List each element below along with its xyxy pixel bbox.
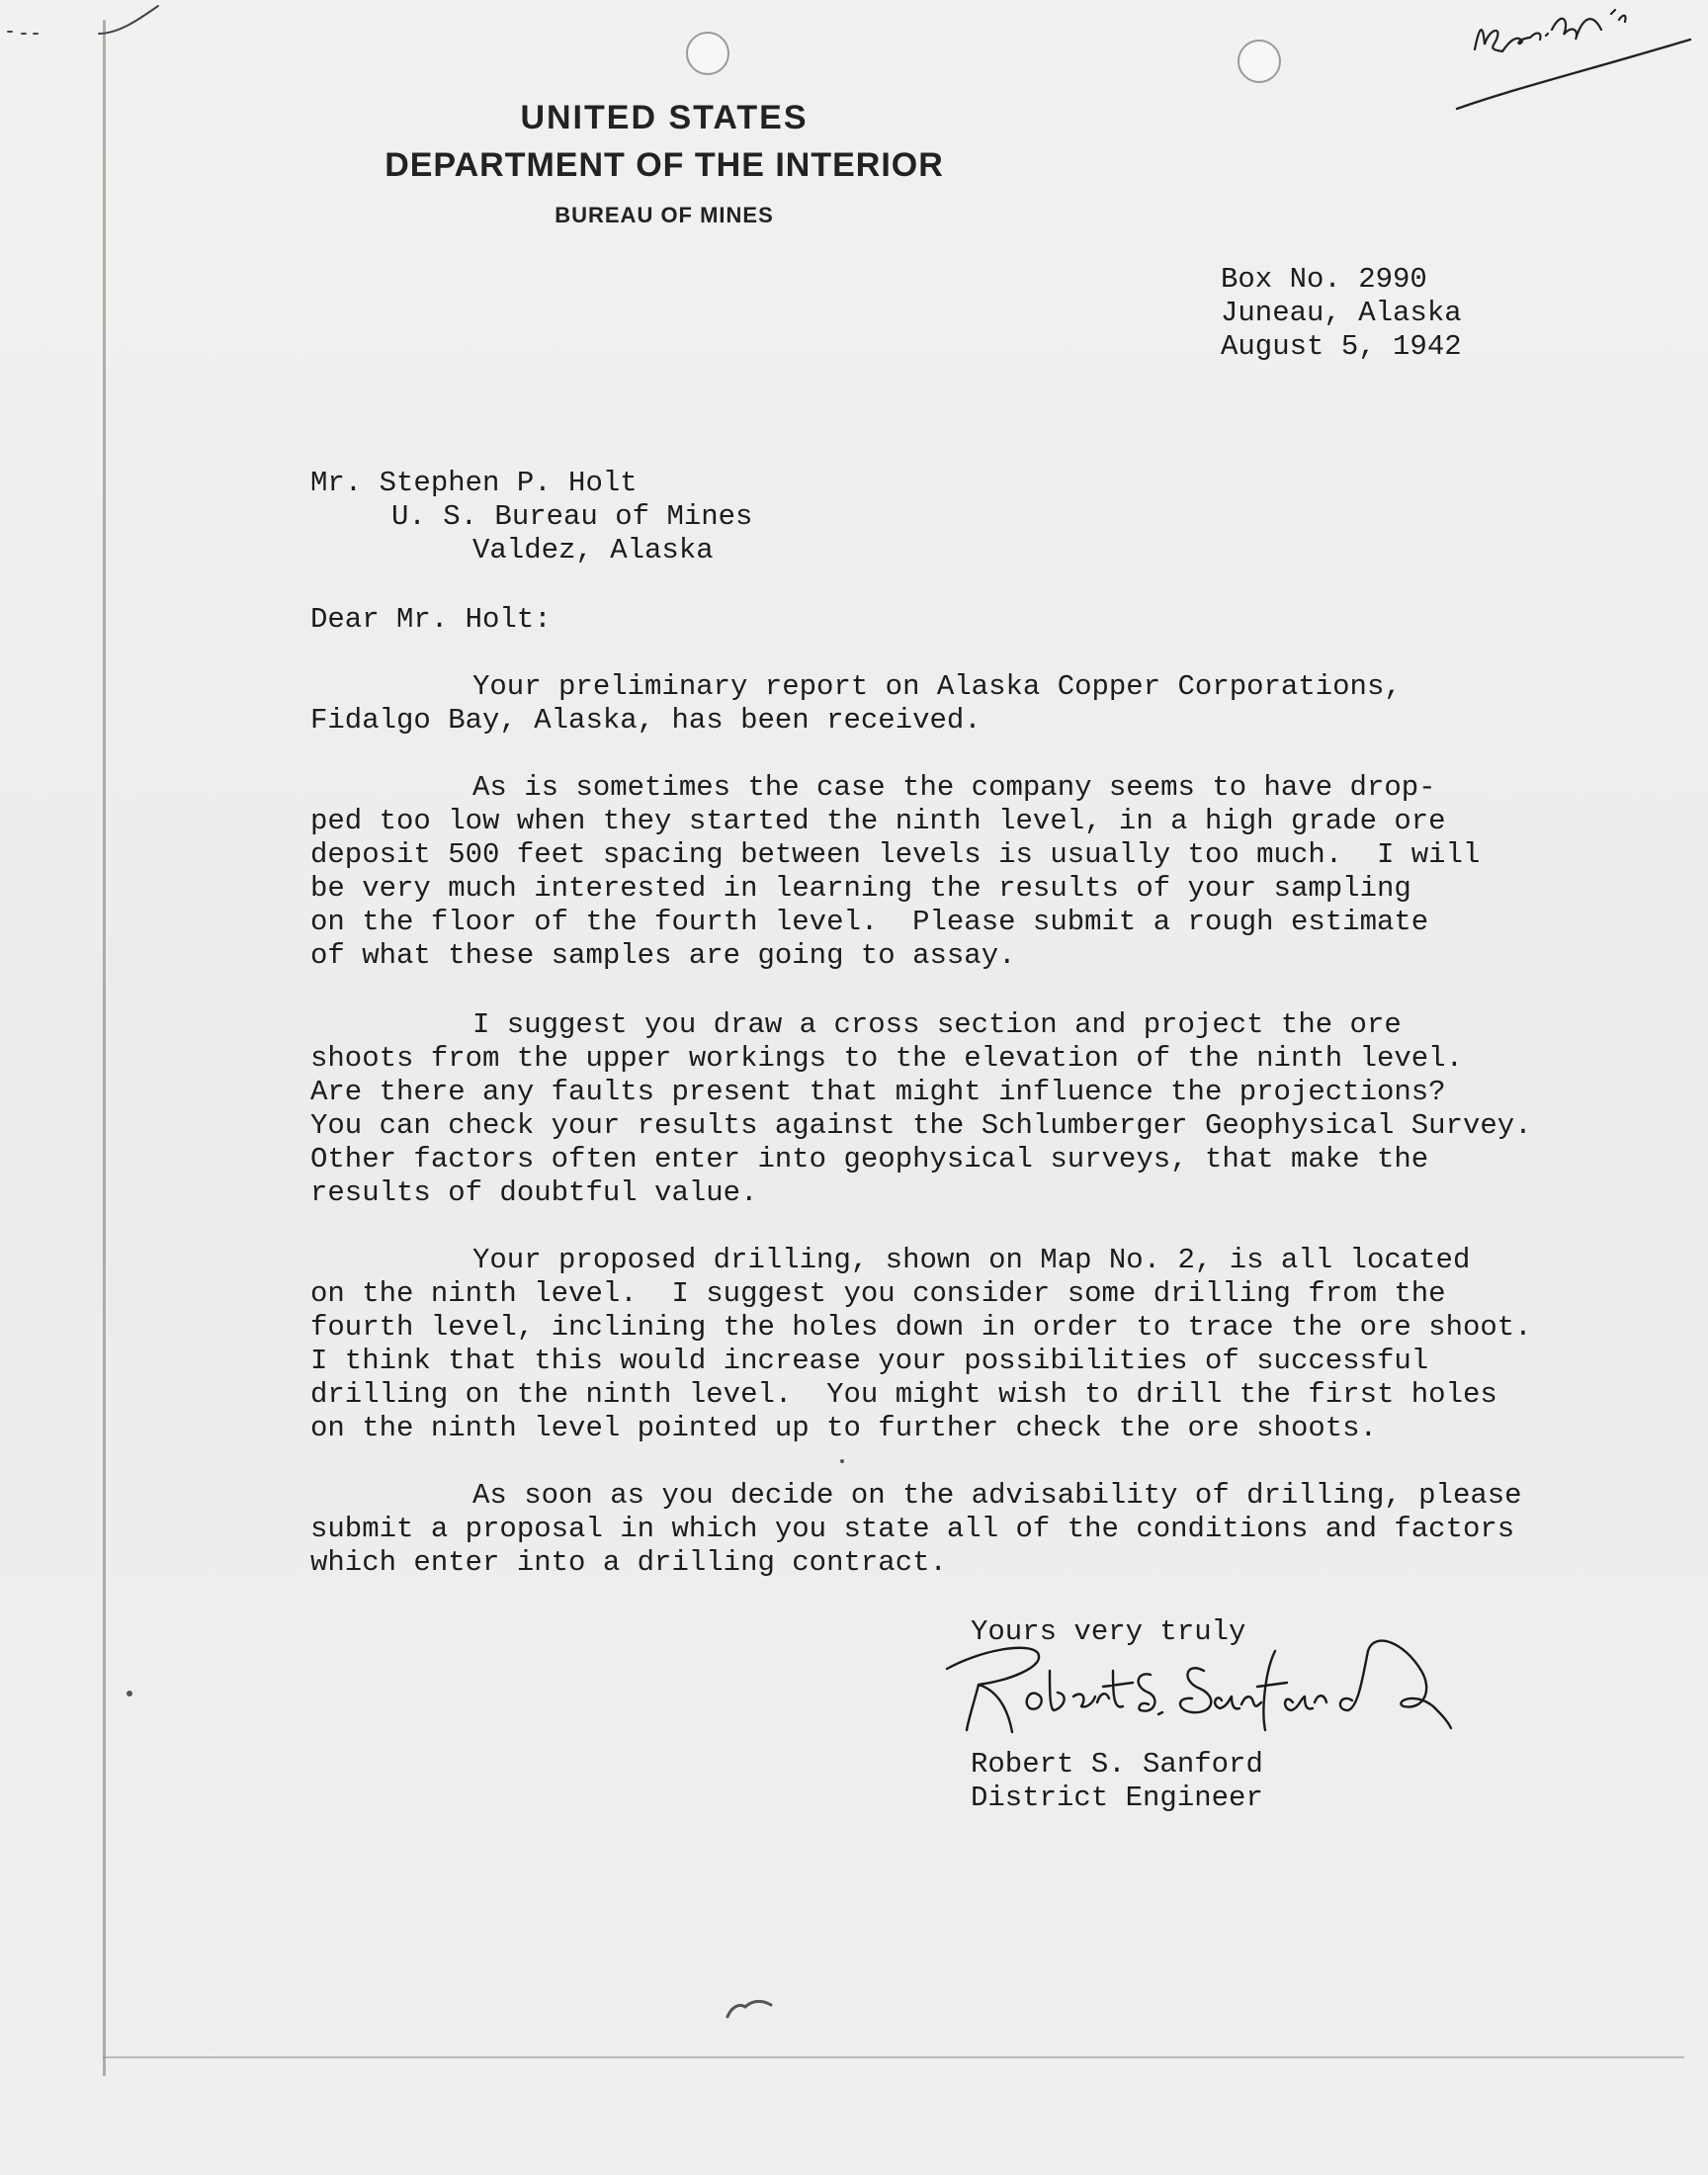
- letter-date: August 5, 1942: [1221, 330, 1462, 363]
- paragraph-line: shoots from the upper workings to the elevation of the ninth level.: [310, 1042, 1463, 1075]
- paragraph-line: be very much interested in learning the results of your sampling: [310, 872, 1411, 905]
- paragraph-line: Other factors often enter into geophysical surveys, that make the: [310, 1143, 1429, 1175]
- body-paragraph-5: [310, 1479, 1522, 1580]
- paragraph-line: on the ninth level pointed up to further check the ore shoots.: [310, 1412, 1377, 1444]
- recipient-org: U. S. Bureau of Mines: [391, 500, 753, 533]
- paragraph-line: As is sometimes the case the company seems to have drop-: [472, 771, 1436, 804]
- paragraph-line: Fidalgo Bay, Alaska, has been received.: [310, 704, 982, 737]
- body-paragraph-2: [310, 771, 1496, 973]
- body-paragraph-1: [310, 670, 1496, 738]
- page-edge-bottom: [103, 2056, 1684, 2058]
- paragraph-line: Are there any faults present that might influence the projections?: [310, 1076, 1446, 1108]
- sender-city: Juneau, Alaska: [1221, 297, 1462, 329]
- paragraph-line: which enter into a drilling contract.: [310, 1546, 947, 1579]
- letterhead-line-3: BUREAU OF MINES: [555, 203, 774, 227]
- paragraph-line: results of doubtful value.: [310, 1176, 758, 1209]
- paragraph-line: drilling on the ninth level. You might wish to drill the first holes: [310, 1378, 1497, 1411]
- paragraph-line: submit a proposal in which you state all of the conditions and factors: [310, 1513, 1515, 1545]
- paragraph-line: of what these samples are going to assay.: [310, 939, 1016, 972]
- paragraph-line: fourth level, inclining the holes down in order to trace the ore shoot.: [310, 1311, 1532, 1344]
- recipient-city: Valdez, Alaska: [472, 534, 714, 566]
- sender-box: Box No. 2990: [1221, 263, 1427, 296]
- paragraph-line: You can check your results against the Schlumberger Geophysical Survey.: [310, 1109, 1532, 1142]
- handwritten-signature: [939, 1611, 1453, 1740]
- paragraph-line: I think that this would increase your possibilities of successful: [310, 1345, 1429, 1377]
- ink-mark: [127, 1691, 132, 1696]
- page-edge-left: [103, 20, 106, 2076]
- recipient-name: Mr. Stephen P. Holt: [310, 467, 638, 499]
- letterhead-line-2: DEPARTMENT OF THE INTERIOR: [384, 146, 944, 184]
- paragraph-line: ped too low when they started the ninth level, in a high grade ore: [310, 805, 1446, 837]
- paragraph-line: Your preliminary report on Alaska Copper Corporations,: [472, 670, 1402, 703]
- corner-mark: [0, 0, 168, 49]
- closing: Yours very truly: [971, 1615, 1246, 1648]
- body-paragraph-4: [310, 1244, 1532, 1445]
- signatory-title: District Engineer: [971, 1782, 1263, 1814]
- letterhead-line-1: UNITED STATES: [520, 99, 809, 136]
- paragraph-line: I suggest you draw a cross section and project the ore: [472, 1008, 1402, 1041]
- signatory-name: Robert S. Sanford: [971, 1748, 1263, 1781]
- punch-hole-right: [1238, 40, 1281, 83]
- paragraph-line: Your proposed drilling, shown on Map No. 2, is all located: [472, 1244, 1471, 1276]
- ink-smudge: [722, 1977, 781, 2027]
- ink-mark: [840, 1459, 844, 1463]
- punch-hole-left: [686, 32, 729, 75]
- paragraph-line: on the ninth level. I suggest you consider some drilling from the: [310, 1277, 1446, 1310]
- body-paragraph-3: [310, 1008, 1532, 1210]
- salutation: Dear Mr. Holt:: [310, 603, 552, 636]
- paragraph-line: on the floor of the fourth level. Please submit a rough estimate: [310, 906, 1429, 938]
- paragraph-line: As soon as you decide on the advisability of drilling, please: [472, 1479, 1522, 1512]
- paragraph-line: deposit 500 feet spacing between levels is usually too much. I will: [310, 838, 1481, 871]
